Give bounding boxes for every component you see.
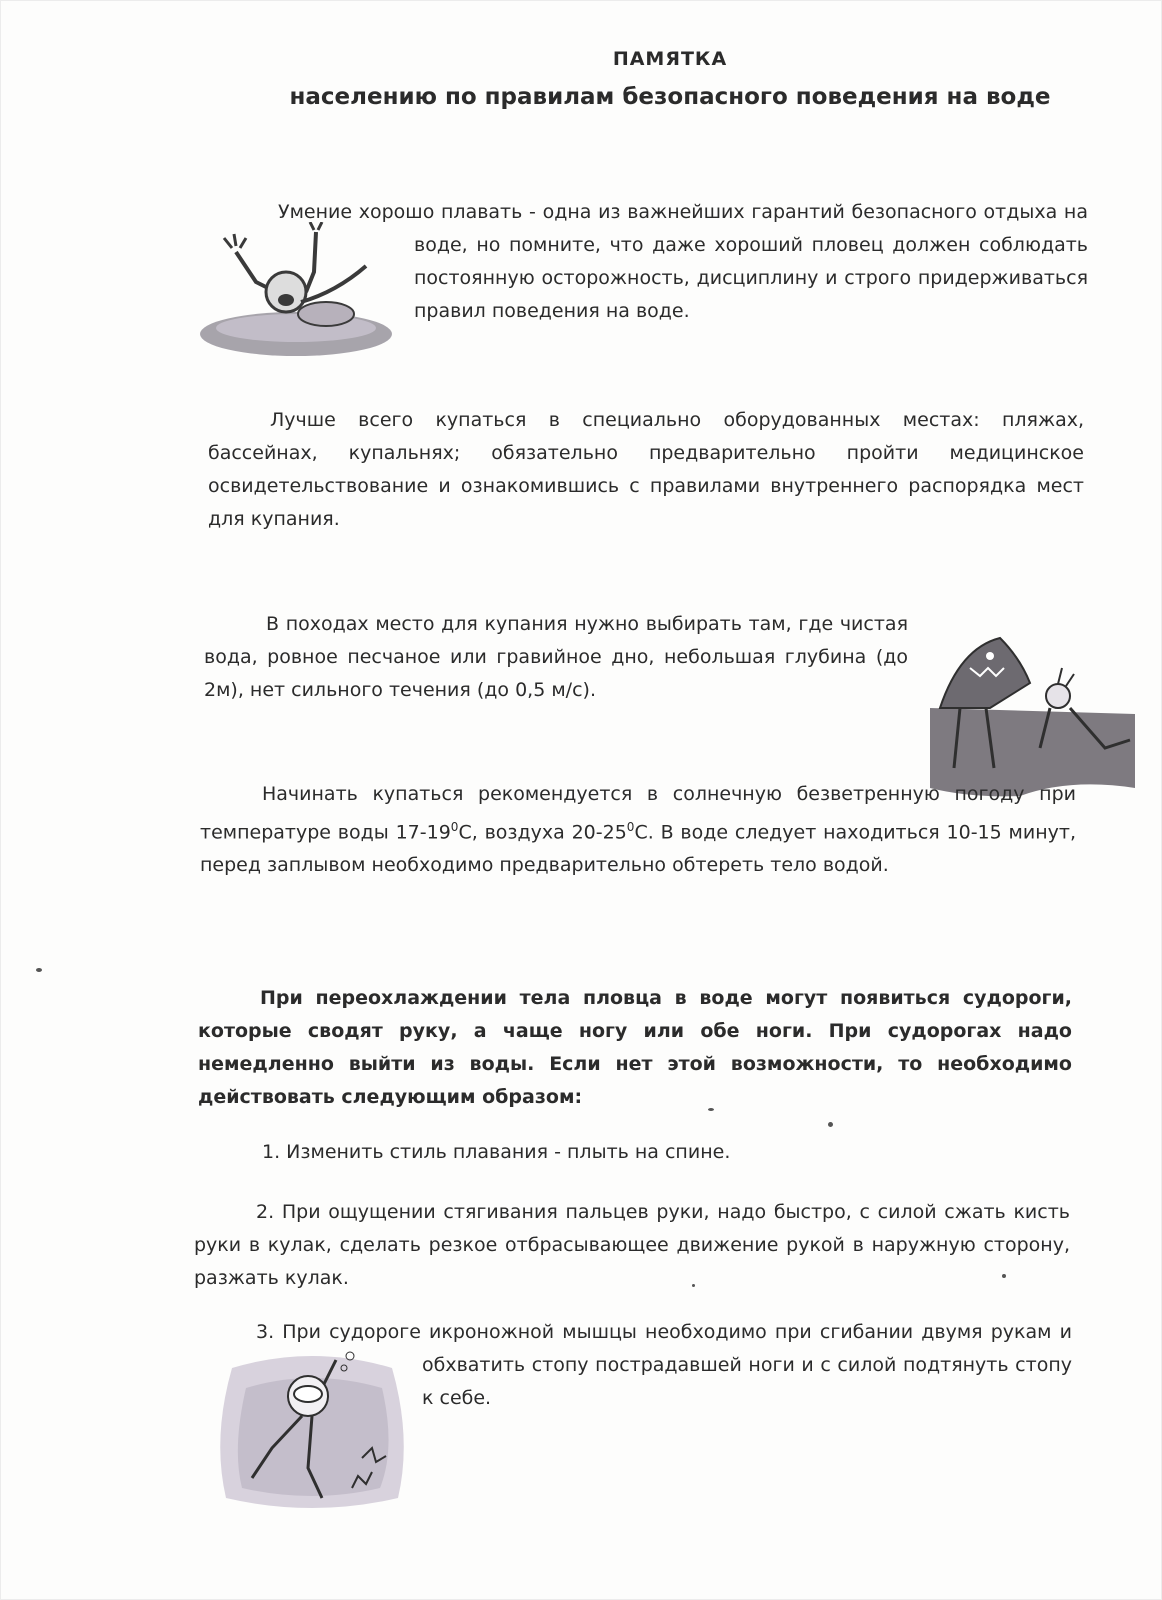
- scan-speck: [36, 968, 42, 972]
- step-3-text: 3. При судороге икроножной мышцы необходимо при сгибании двумя рукам и обхватить стопу пострадавшей ноги и с силой подтянуть стопу к себе.: [256, 1321, 1072, 1409]
- step-3: [256, 1316, 1072, 1492]
- weather-text-start: Начинать купаться рекомендуется в солнечную безветренную погоду при температуре воды 17-19: [200, 783, 1076, 844]
- scan-speck: [828, 1122, 833, 1127]
- weather-paragraph: [200, 778, 1076, 882]
- memo-title: ПАМЯТКА: [612, 48, 728, 70]
- degree-mark: 0: [450, 820, 459, 834]
- weather-text-end: С. В воде следует находиться 10-15 минут, перед заплывом необходимо предварительно обтереть тело водой.: [200, 821, 1077, 877]
- intro-text: Умение хорошо плавать - одна из важнейших гарантий безопасного отдыха на воде, но помните, что даже хороший пловец должен соблюдать постоянную осторожность, дисциплину и строго придерживаться правил поведения на воде.: [278, 201, 1088, 322]
- degree-mark: 0: [626, 820, 635, 834]
- step-2: 2. При ощущении стягивания пальцев руки, надо быстро, с силой сжать кисть руки в кулак, сделать резкое отбрасывающее движение рукой в наружную сторону, разжать кулак.: [194, 1201, 1070, 1289]
- wrap-spacer: [278, 262, 414, 372]
- memo-subtitle: населению по правилам безопасного поведения на воде: [289, 84, 1051, 110]
- shark-swimmer-illustration: [930, 628, 1135, 798]
- wrap-spacer: [256, 1382, 422, 1492]
- cramps-paragraph: При переохлаждении тела пловца в воде могут появиться судороги, которые сводят руку, а чаще ногу или обе ноги. При судорогах надо немедленно выйти из воды. Если нет этой возможности, то необходимо действовать следующим образом:: [198, 987, 1072, 1108]
- intro-paragraph: [278, 196, 1088, 372]
- weather-text-mid: С, воздуха 20-25: [458, 821, 627, 844]
- places-paragraph: Лучше всего купаться в специально оборудованных местах: пляжах, бассейнах, купальнях; обязательно предварительно пройти медицинское освидетельствование и ознакомившись с правилами внутреннего распорядка мест для купания.: [208, 409, 1084, 530]
- scan-speck: [1002, 1274, 1006, 1278]
- step-1: 1. Изменить стиль плавания - плыть на спине.: [262, 1141, 731, 1163]
- scan-speck: [708, 1108, 714, 1111]
- scan-speck: [692, 1284, 695, 1287]
- hiking-paragraph: В походах место для купания нужно выбирать там, где чистая вода, ровное песчаное или гравийное дно, небольшая глубина (до 2м), нет сильного течения (до 0,5 м/с).: [204, 613, 908, 701]
